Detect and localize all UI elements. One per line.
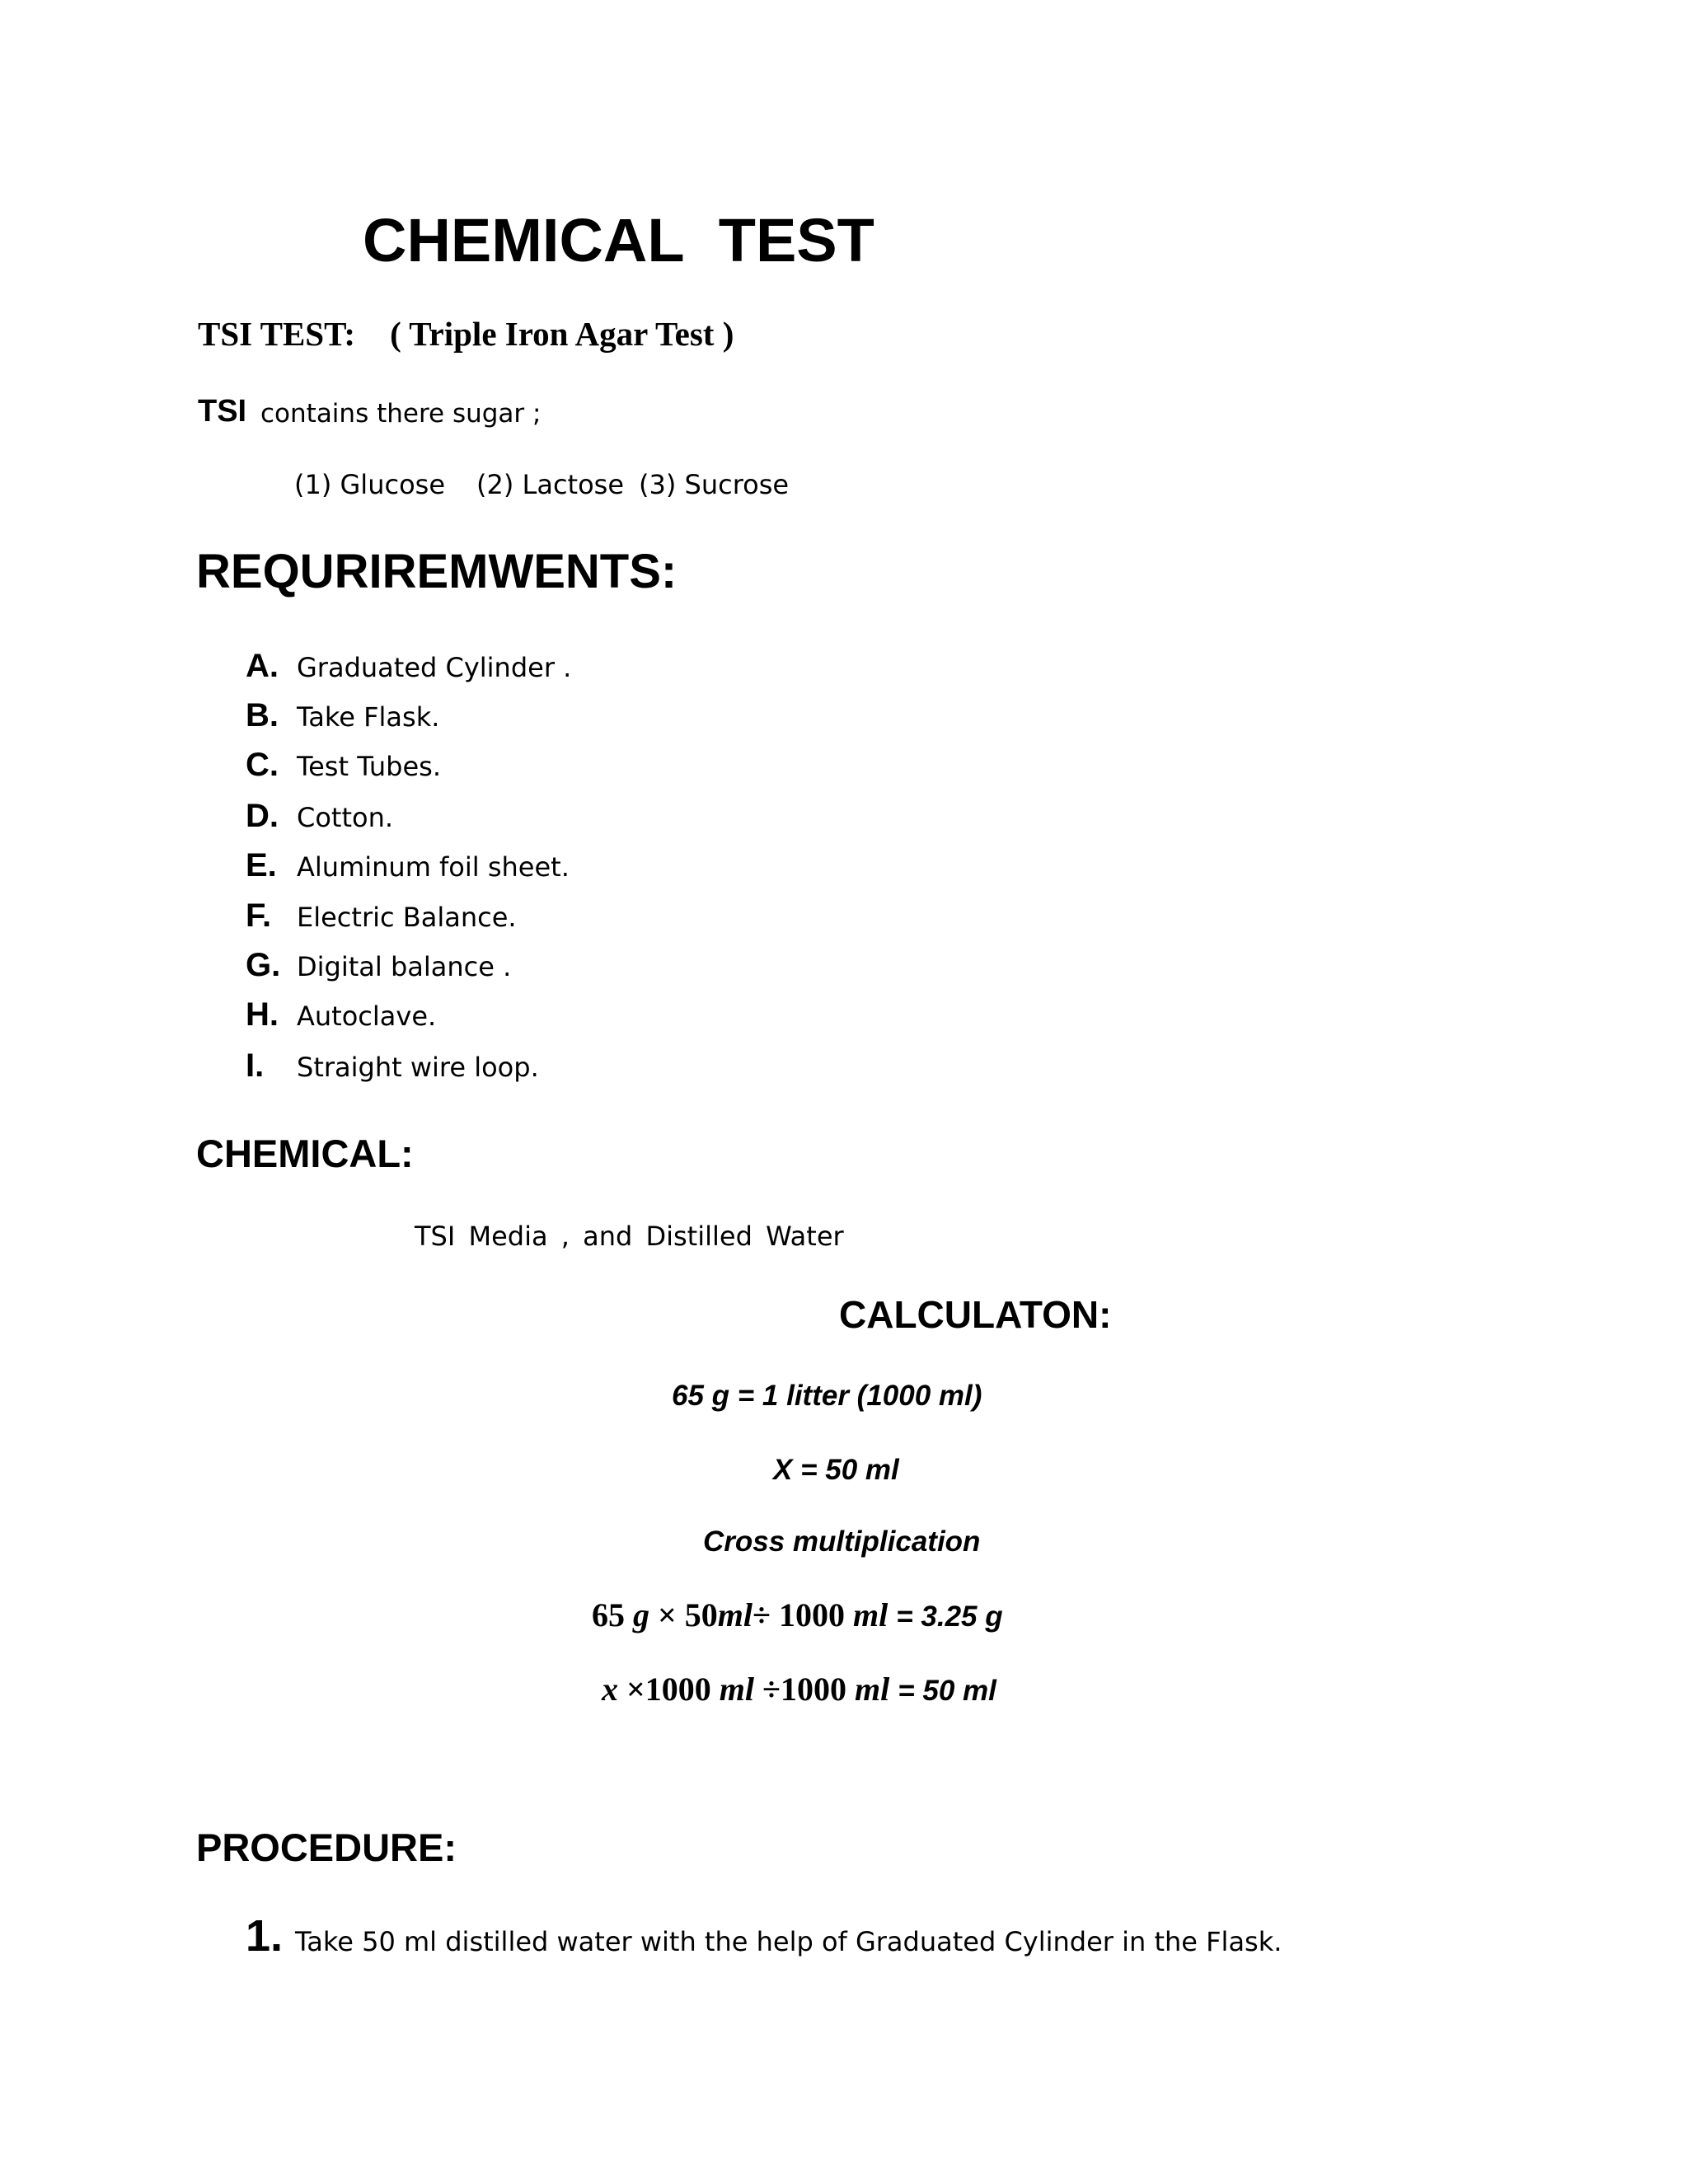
equation-line [592,1596,1003,1633]
requirement-text: Digital balance . [297,951,512,982]
requirement-letter: B. [246,697,279,733]
requirement-text: Cotton. [297,802,394,833]
equation-unit: ml [854,1671,890,1708]
equation-result: = 50 ml [898,1675,996,1707]
equation-unit: ml [852,1596,889,1633]
document-title: CHEMICAL TEST [363,206,874,274]
equation-operator: ÷ [753,1596,771,1633]
requirement-text: Aluminum foil sheet. [297,851,570,883]
chemical-heading: CHEMICAL: [196,1132,414,1175]
requirements-heading: REQURIREMWENTS: [196,545,678,598]
tsi-contains-text: contains there sugar ; [260,399,542,429]
requirement-letter: G. [246,947,281,983]
calculation-line: X = 50 ml [773,1454,899,1486]
equation-number: 50 [684,1596,718,1633]
procedure-step-text: Take 50 ml distilled water with the help of Graduated Cylinder in the Flask. [295,1926,1282,1957]
calculation-line: 65 g = 1 litter (1000 ml) [672,1380,982,1412]
procedure-step-number: 1. [246,1911,284,1961]
equation-result: = 3.25 g [896,1601,1003,1633]
requirement-letter: C. [246,747,279,783]
equation-operator: × [626,1671,645,1708]
sugar-item-lactose: (2) Lactose [476,469,625,500]
equation-operator: × [658,1596,677,1633]
equation-unit: ml [717,1596,753,1633]
requirement-letter: A. [246,648,279,684]
equation-operator: ÷ [762,1671,781,1708]
equation-unit: ml [719,1671,755,1708]
chemical-text: TSI Media , and Distilled Water [415,1221,844,1252]
equation-unit: g [633,1596,649,1633]
equation-number: 1000 [645,1671,711,1708]
requirement-text: Autoclave. [297,1001,437,1032]
requirement-letter: I. [246,1047,265,1084]
requirement-letter: E. [246,847,277,883]
procedure-heading: PROCEDURE: [196,1825,457,1869]
equation-number: 1000 [780,1671,846,1708]
equation-line [602,1673,996,1706]
tsi-test-label: TSI TEST: [198,315,356,353]
sugar-item-glucose: (1) Glucose [294,469,445,500]
requirement-letter: H. [246,996,279,1033]
tsi-contains-label: TSI [198,394,247,429]
requirement-letter: F. [246,898,272,934]
equation-number: 65 [592,1596,625,1633]
tsi-test-full-name: ( Triple Iron Agar Test ) [390,315,734,353]
calculation-line: Cross multiplication [703,1526,981,1558]
requirement-text: Graduated Cylinder . [297,652,572,683]
sugar-item-sucrose: (3) Sucrose [639,469,790,500]
equation-variable: x [602,1671,618,1708]
requirement-text: Take Flask. [297,701,440,733]
requirement-letter: D. [246,798,279,834]
equation-number: 1000 [778,1596,845,1633]
requirement-text: Straight wire loop. [297,1052,539,1083]
requirement-text: Test Tubes. [297,751,441,782]
calculation-heading: CALCULATON: [839,1293,1112,1336]
requirement-text: Electric Balance. [297,902,517,933]
tsi-test-heading [198,317,734,351]
